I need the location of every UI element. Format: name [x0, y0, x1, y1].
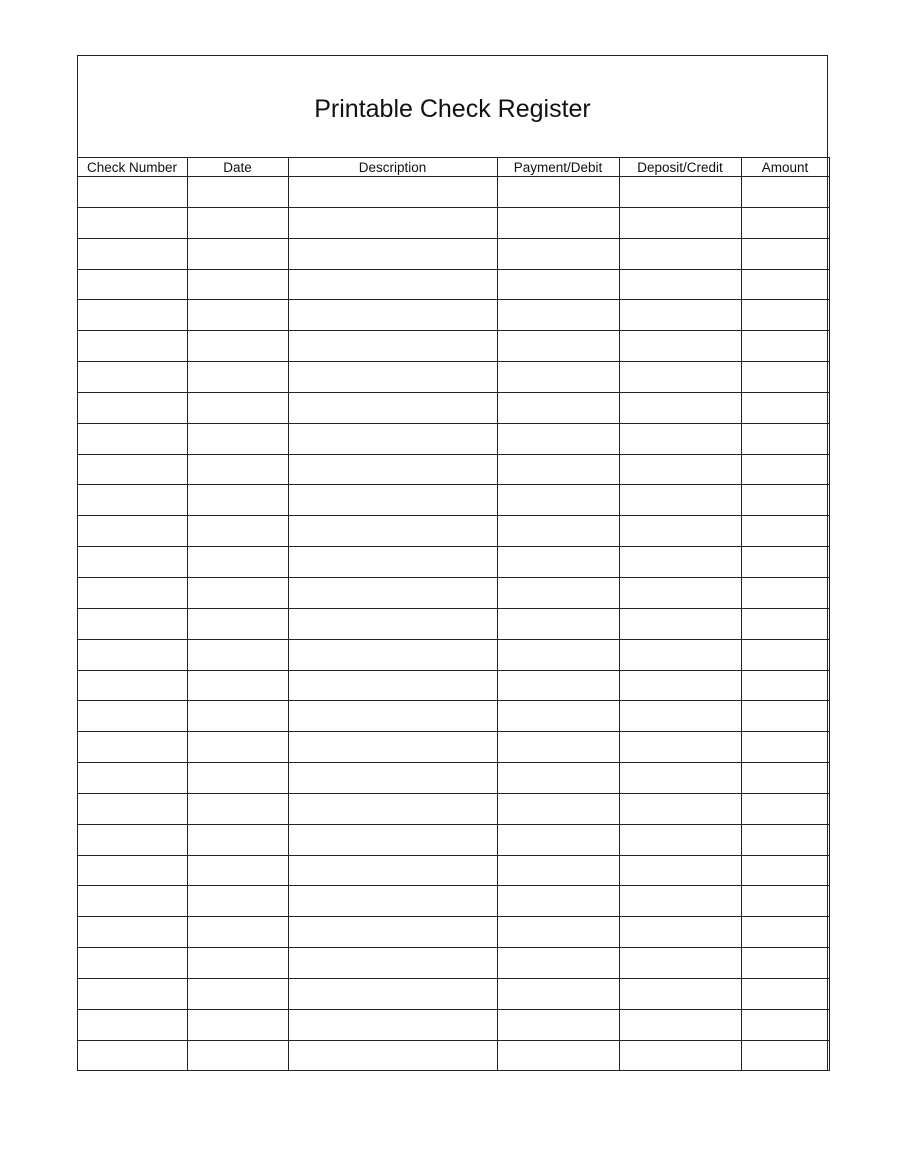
- table-row: [77, 177, 829, 208]
- check-number-cell: [77, 331, 187, 362]
- amount-cell: [741, 454, 829, 485]
- table-row: [77, 670, 829, 701]
- description-cell: [288, 485, 497, 516]
- description-cell: [288, 948, 497, 979]
- amount-cell: [741, 701, 829, 732]
- amount-cell: [741, 886, 829, 917]
- description-cell: [288, 454, 497, 485]
- date-cell: [187, 423, 288, 454]
- deposit-credit-cell: [619, 177, 741, 208]
- register-table: [77, 157, 830, 1071]
- table-row: [77, 454, 829, 485]
- deposit-credit-cell: [619, 732, 741, 763]
- date-cell: [187, 608, 288, 639]
- payment-debit-cell: [497, 392, 619, 423]
- check-number-cell: [77, 577, 187, 608]
- table-row: [77, 639, 829, 670]
- table-row: [77, 392, 829, 423]
- deposit-credit-cell: [619, 670, 741, 701]
- payment-debit-cell: [497, 362, 619, 393]
- amount-cell: [741, 1009, 829, 1040]
- description-cell: [288, 300, 497, 331]
- amount-cell: [741, 516, 829, 547]
- description-cell: [288, 917, 497, 948]
- description-cell: [288, 701, 497, 732]
- deposit-credit-cell: [619, 886, 741, 917]
- date-cell: [187, 639, 288, 670]
- description-cell: [288, 577, 497, 608]
- deposit-credit-cell: [619, 793, 741, 824]
- deposit-credit-cell: [619, 207, 741, 238]
- table-row: [77, 855, 829, 886]
- check-number-cell: [77, 948, 187, 979]
- payment-debit-cell: [497, 608, 619, 639]
- date-cell: [187, 1009, 288, 1040]
- check-number-cell: [77, 886, 187, 917]
- check-number-cell: [77, 516, 187, 547]
- description-cell: [288, 824, 497, 855]
- date-cell: [187, 269, 288, 300]
- description-cell: [288, 763, 497, 794]
- table-row: [77, 423, 829, 454]
- description-cell: [288, 362, 497, 393]
- amount-cell: [741, 732, 829, 763]
- amount-cell: [741, 608, 829, 639]
- date-cell: [187, 238, 288, 269]
- description-cell: [288, 331, 497, 362]
- table-row: [77, 238, 829, 269]
- check-number-cell: [77, 177, 187, 208]
- header-row: [77, 158, 829, 177]
- title-area: [78, 56, 827, 158]
- date-cell: [187, 917, 288, 948]
- date-cell: [187, 855, 288, 886]
- deposit-credit-cell: [619, 516, 741, 547]
- check-number-cell: [77, 362, 187, 393]
- date-cell: [187, 516, 288, 547]
- table-row: [77, 948, 829, 979]
- payment-debit-cell: [497, 577, 619, 608]
- amount-cell: [741, 207, 829, 238]
- deposit-credit-cell: [619, 392, 741, 423]
- payment-debit-cell: [497, 485, 619, 516]
- payment-debit-cell: [497, 670, 619, 701]
- deposit-credit-cell: [619, 855, 741, 886]
- payment-debit-cell: [497, 639, 619, 670]
- date-cell: [187, 763, 288, 794]
- table-row: [77, 485, 829, 516]
- date-cell: [187, 547, 288, 578]
- deposit-credit-cell: [619, 577, 741, 608]
- page-title: Printable Check Register: [314, 94, 591, 123]
- payment-debit-cell: [497, 238, 619, 269]
- amount-cell: [741, 948, 829, 979]
- deposit-credit-cell: [619, 423, 741, 454]
- check-number-cell: [77, 300, 187, 331]
- payment-debit-cell: [497, 1040, 619, 1071]
- deposit-credit-cell: [619, 608, 741, 639]
- deposit-credit-cell: [619, 1009, 741, 1040]
- date-cell: [187, 1040, 288, 1071]
- check-number-cell: [77, 1040, 187, 1071]
- amount-cell: [741, 547, 829, 578]
- column-header-amount: Amount: [741, 158, 829, 177]
- date-cell: [187, 701, 288, 732]
- deposit-credit-cell: [619, 701, 741, 732]
- date-cell: [187, 948, 288, 979]
- amount-cell: [741, 577, 829, 608]
- payment-debit-cell: [497, 886, 619, 917]
- payment-debit-cell: [497, 331, 619, 362]
- description-cell: [288, 670, 497, 701]
- date-cell: [187, 670, 288, 701]
- check-number-cell: [77, 207, 187, 238]
- amount-cell: [741, 362, 829, 393]
- amount-cell: [741, 639, 829, 670]
- deposit-credit-cell: [619, 763, 741, 794]
- amount-cell: [741, 917, 829, 948]
- description-cell: [288, 238, 497, 269]
- payment-debit-cell: [497, 948, 619, 979]
- date-cell: [187, 978, 288, 1009]
- description-cell: [288, 855, 497, 886]
- amount-cell: [741, 978, 829, 1009]
- check-number-cell: [77, 454, 187, 485]
- deposit-credit-cell: [619, 362, 741, 393]
- payment-debit-cell: [497, 516, 619, 547]
- amount-cell: [741, 670, 829, 701]
- date-cell: [187, 793, 288, 824]
- table-row: [77, 763, 829, 794]
- date-cell: [187, 392, 288, 423]
- deposit-credit-cell: [619, 238, 741, 269]
- amount-cell: [741, 423, 829, 454]
- deposit-credit-cell: [619, 454, 741, 485]
- check-number-cell: [77, 763, 187, 794]
- payment-debit-cell: [497, 300, 619, 331]
- table-row: [77, 824, 829, 855]
- amount-cell: [741, 392, 829, 423]
- date-cell: [187, 485, 288, 516]
- date-cell: [187, 732, 288, 763]
- amount-cell: [741, 269, 829, 300]
- payment-debit-cell: [497, 917, 619, 948]
- deposit-credit-cell: [619, 639, 741, 670]
- date-cell: [187, 177, 288, 208]
- deposit-credit-cell: [619, 948, 741, 979]
- check-number-cell: [77, 978, 187, 1009]
- deposit-credit-cell: [619, 331, 741, 362]
- date-cell: [187, 207, 288, 238]
- amount-cell: [741, 485, 829, 516]
- description-cell: [288, 547, 497, 578]
- amount-cell: [741, 300, 829, 331]
- payment-debit-cell: [497, 793, 619, 824]
- deposit-credit-cell: [619, 917, 741, 948]
- amount-cell: [741, 1040, 829, 1071]
- description-cell: [288, 1040, 497, 1071]
- check-number-cell: [77, 732, 187, 763]
- table-row: [77, 577, 829, 608]
- description-cell: [288, 793, 497, 824]
- table-row: [77, 362, 829, 393]
- description-cell: [288, 639, 497, 670]
- amount-cell: [741, 238, 829, 269]
- payment-debit-cell: [497, 824, 619, 855]
- column-header-payment-debit: Payment/Debit: [497, 158, 619, 177]
- description-cell: [288, 886, 497, 917]
- payment-debit-cell: [497, 978, 619, 1009]
- deposit-credit-cell: [619, 269, 741, 300]
- table-row: [77, 547, 829, 578]
- check-number-cell: [77, 670, 187, 701]
- table-row: [77, 269, 829, 300]
- table-row: [77, 331, 829, 362]
- payment-debit-cell: [497, 701, 619, 732]
- date-cell: [187, 300, 288, 331]
- table-row: [77, 1009, 829, 1040]
- amount-cell: [741, 177, 829, 208]
- check-number-cell: [77, 423, 187, 454]
- description-cell: [288, 1009, 497, 1040]
- payment-debit-cell: [497, 454, 619, 485]
- description-cell: [288, 177, 497, 208]
- payment-debit-cell: [497, 855, 619, 886]
- description-cell: [288, 516, 497, 547]
- deposit-credit-cell: [619, 547, 741, 578]
- check-register-sheet: [77, 55, 828, 1071]
- check-number-cell: [77, 639, 187, 670]
- payment-debit-cell: [497, 1009, 619, 1040]
- date-cell: [187, 362, 288, 393]
- table-row: [77, 516, 829, 547]
- description-cell: [288, 207, 497, 238]
- column-header-deposit-credit: Deposit/Credit: [619, 158, 741, 177]
- table-row: [77, 207, 829, 238]
- description-cell: [288, 423, 497, 454]
- amount-cell: [741, 793, 829, 824]
- payment-debit-cell: [497, 763, 619, 794]
- payment-debit-cell: [497, 423, 619, 454]
- column-header-description: Description: [288, 158, 497, 177]
- check-number-cell: [77, 793, 187, 824]
- check-number-cell: [77, 824, 187, 855]
- table-row: [77, 701, 829, 732]
- deposit-credit-cell: [619, 978, 741, 1009]
- description-cell: [288, 392, 497, 423]
- register-body: [77, 177, 829, 1071]
- check-number-cell: [77, 485, 187, 516]
- table-row: [77, 608, 829, 639]
- check-number-cell: [77, 269, 187, 300]
- date-cell: [187, 331, 288, 362]
- amount-cell: [741, 855, 829, 886]
- deposit-credit-cell: [619, 824, 741, 855]
- table-row: [77, 886, 829, 917]
- check-number-cell: [77, 238, 187, 269]
- check-number-cell: [77, 547, 187, 578]
- table-row: [77, 732, 829, 763]
- check-number-cell: [77, 608, 187, 639]
- table-row: [77, 793, 829, 824]
- table-row: [77, 978, 829, 1009]
- date-cell: [187, 886, 288, 917]
- payment-debit-cell: [497, 269, 619, 300]
- description-cell: [288, 978, 497, 1009]
- check-number-cell: [77, 917, 187, 948]
- amount-cell: [741, 763, 829, 794]
- amount-cell: [741, 331, 829, 362]
- date-cell: [187, 577, 288, 608]
- check-number-cell: [77, 1009, 187, 1040]
- table-row: [77, 1040, 829, 1071]
- date-cell: [187, 824, 288, 855]
- payment-debit-cell: [497, 732, 619, 763]
- table-row: [77, 300, 829, 331]
- column-header-check-number: Check Number: [77, 158, 187, 177]
- deposit-credit-cell: [619, 300, 741, 331]
- description-cell: [288, 269, 497, 300]
- payment-debit-cell: [497, 177, 619, 208]
- description-cell: [288, 732, 497, 763]
- payment-debit-cell: [497, 207, 619, 238]
- table-row: [77, 917, 829, 948]
- deposit-credit-cell: [619, 1040, 741, 1071]
- check-number-cell: [77, 392, 187, 423]
- payment-debit-cell: [497, 547, 619, 578]
- description-cell: [288, 608, 497, 639]
- check-number-cell: [77, 855, 187, 886]
- check-number-cell: [77, 701, 187, 732]
- amount-cell: [741, 824, 829, 855]
- date-cell: [187, 454, 288, 485]
- column-header-date: Date: [187, 158, 288, 177]
- deposit-credit-cell: [619, 485, 741, 516]
